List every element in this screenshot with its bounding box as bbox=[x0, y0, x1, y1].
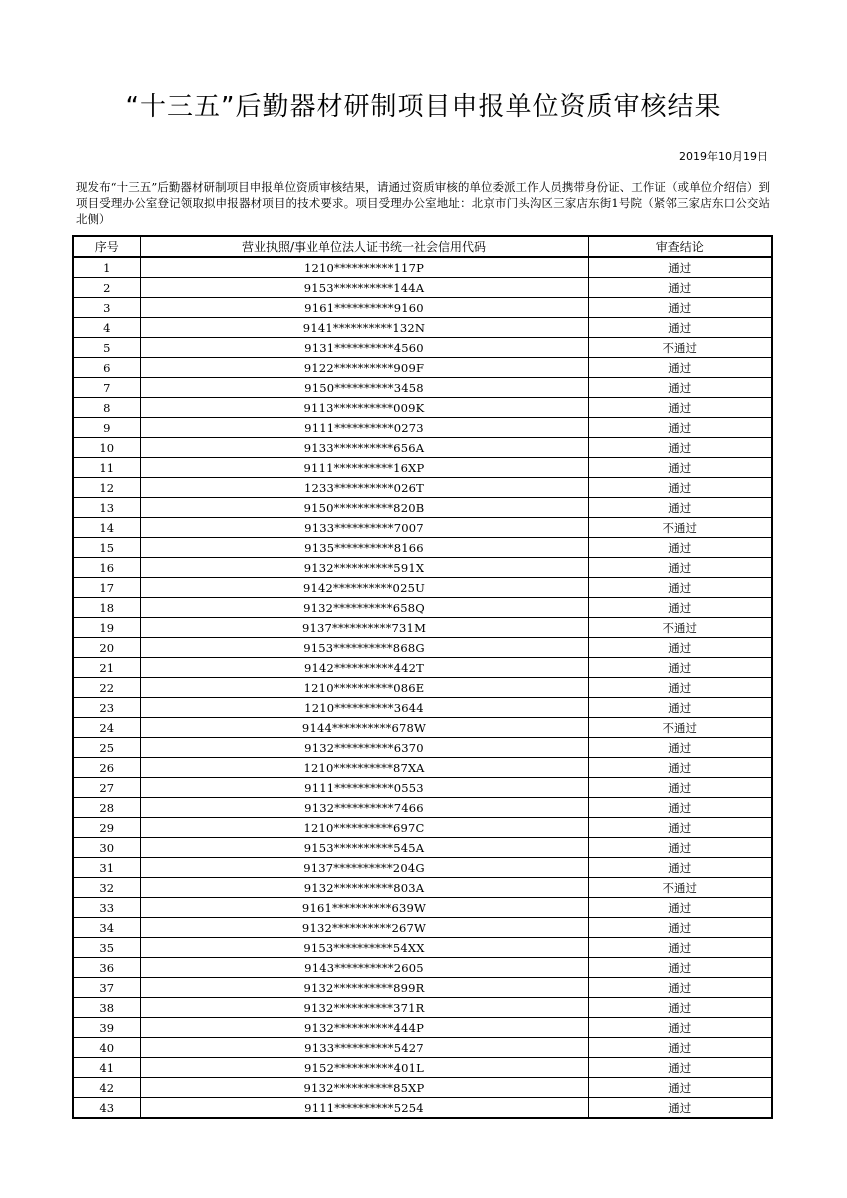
review-result-cell: 不通过 bbox=[588, 618, 772, 638]
review-result-cell: 通过 bbox=[588, 638, 772, 658]
serial-number-cell: 34 bbox=[73, 918, 140, 938]
credit-code-cell: 1210**********086E bbox=[140, 678, 588, 698]
credit-code-cell: 9133**********5427 bbox=[140, 1038, 588, 1058]
serial-number-cell: 35 bbox=[73, 938, 140, 958]
credit-code-cell: 9152**********401L bbox=[140, 1058, 588, 1078]
review-result-cell: 通过 bbox=[588, 918, 772, 938]
table-row bbox=[73, 958, 772, 978]
table-row bbox=[73, 518, 772, 538]
credit-code-cell: 9143**********2605 bbox=[140, 958, 588, 978]
review-result-cell: 不通过 bbox=[588, 718, 772, 738]
credit-code-cell: 9132**********6370 bbox=[140, 738, 588, 758]
table-header-row bbox=[73, 236, 772, 257]
page-title: “十三五”后勤器材研制项目申报单位资质审核结果 bbox=[125, 92, 722, 122]
credit-code-cell: 9111**********5254 bbox=[140, 1098, 588, 1119]
table-row bbox=[73, 338, 772, 358]
serial-number-cell: 32 bbox=[73, 878, 140, 898]
table-row bbox=[73, 278, 772, 298]
review-result-cell: 通过 bbox=[588, 1058, 772, 1078]
review-result-cell: 通过 bbox=[588, 658, 772, 678]
table-row bbox=[73, 578, 772, 598]
credit-code-cell: 9153**********144A bbox=[140, 278, 588, 298]
credit-code-cell: 9133**********7007 bbox=[140, 518, 588, 538]
serial-number-cell: 28 bbox=[73, 798, 140, 818]
review-result-cell: 通过 bbox=[588, 478, 772, 498]
table-row bbox=[73, 538, 772, 558]
table-row bbox=[73, 938, 772, 958]
credit-code-cell: 9132**********658Q bbox=[140, 598, 588, 618]
credit-code-cell: 9137**********204G bbox=[140, 858, 588, 878]
table-row bbox=[73, 698, 772, 718]
review-result-cell: 通过 bbox=[588, 498, 772, 518]
serial-number-cell: 13 bbox=[73, 498, 140, 518]
serial-number-cell: 15 bbox=[73, 538, 140, 558]
serial-number-cell: 41 bbox=[73, 1058, 140, 1078]
serial-number-cell: 29 bbox=[73, 818, 140, 838]
review-result-cell: 通过 bbox=[588, 1098, 772, 1119]
credit-code-cell: 9113**********009K bbox=[140, 398, 588, 418]
credit-code-cell: 9111**********0553 bbox=[140, 778, 588, 798]
table-row bbox=[73, 658, 772, 678]
credit-code-cell: 9132**********899R bbox=[140, 978, 588, 998]
serial-number-cell: 11 bbox=[73, 458, 140, 478]
review-result-cell: 通过 bbox=[588, 278, 772, 298]
table-row bbox=[73, 498, 772, 518]
publish-date: 2019年10月19日 bbox=[679, 150, 768, 163]
review-result-cell: 通过 bbox=[588, 538, 772, 558]
table-row bbox=[73, 418, 772, 438]
table-row bbox=[73, 858, 772, 878]
serial-number-cell: 36 bbox=[73, 958, 140, 978]
credit-code-cell: 9132**********7466 bbox=[140, 798, 588, 818]
credit-code-cell: 9131**********4560 bbox=[140, 338, 588, 358]
table-body bbox=[73, 257, 772, 1118]
credit-code-cell: 9150**********3458 bbox=[140, 378, 588, 398]
review-result-cell: 通过 bbox=[588, 378, 772, 398]
credit-code-cell: 9122**********909F bbox=[140, 358, 588, 378]
serial-number-cell: 22 bbox=[73, 678, 140, 698]
serial-number-cell: 14 bbox=[73, 518, 140, 538]
credit-code-cell: 9133**********656A bbox=[140, 438, 588, 458]
table-row bbox=[73, 678, 772, 698]
table-row bbox=[73, 458, 772, 478]
table-row bbox=[73, 558, 772, 578]
table-row bbox=[73, 318, 772, 338]
review-result-cell: 通过 bbox=[588, 1038, 772, 1058]
credit-code-cell: 9132**********444P bbox=[140, 1018, 588, 1038]
serial-number-cell: 43 bbox=[73, 1098, 140, 1119]
table-row bbox=[73, 1058, 772, 1078]
serial-number-cell: 30 bbox=[73, 838, 140, 858]
credit-code-cell: 9111**********16XP bbox=[140, 458, 588, 478]
serial-number-cell: 2 bbox=[73, 278, 140, 298]
credit-code-cell: 1210**********87XA bbox=[140, 758, 588, 778]
credit-code-cell: 9153**********54XX bbox=[140, 938, 588, 958]
serial-number-cell: 7 bbox=[73, 378, 140, 398]
credit-code-cell: 9150**********820B bbox=[140, 498, 588, 518]
serial-number-cell: 26 bbox=[73, 758, 140, 778]
credit-code-cell: 1210**********3644 bbox=[140, 698, 588, 718]
review-result-cell: 通过 bbox=[588, 1078, 772, 1098]
review-result-cell: 通过 bbox=[588, 598, 772, 618]
credit-code-cell: 1233**********026T bbox=[140, 478, 588, 498]
serial-number-cell: 18 bbox=[73, 598, 140, 618]
table-row bbox=[73, 438, 772, 458]
table-row bbox=[73, 618, 772, 638]
review-result-cell: 通过 bbox=[588, 898, 772, 918]
review-result-cell: 通过 bbox=[588, 558, 772, 578]
serial-number-cell: 1 bbox=[73, 257, 140, 278]
table-row bbox=[73, 1018, 772, 1038]
credit-code-cell: 9111**********0273 bbox=[140, 418, 588, 438]
serial-number-cell: 19 bbox=[73, 618, 140, 638]
table-row bbox=[73, 598, 772, 618]
credit-code-cell: 9142**********025U bbox=[140, 578, 588, 598]
credit-code-cell: 9135**********8166 bbox=[140, 538, 588, 558]
review-result-cell: 通过 bbox=[588, 818, 772, 838]
review-result-cell: 通过 bbox=[588, 358, 772, 378]
serial-number-cell: 6 bbox=[73, 358, 140, 378]
credit-code-cell: 9153**********868G bbox=[140, 638, 588, 658]
serial-number-cell: 17 bbox=[73, 578, 140, 598]
table-row bbox=[73, 918, 772, 938]
review-result-cell: 通过 bbox=[588, 758, 772, 778]
credit-code-cell: 9132**********591X bbox=[140, 558, 588, 578]
serial-number-cell: 5 bbox=[73, 338, 140, 358]
serial-number-cell: 10 bbox=[73, 438, 140, 458]
serial-number-cell: 3 bbox=[73, 298, 140, 318]
serial-number-cell: 24 bbox=[73, 718, 140, 738]
review-result-cell: 通过 bbox=[588, 257, 772, 278]
table-row bbox=[73, 478, 772, 498]
review-result-cell: 通过 bbox=[588, 998, 772, 1018]
table-row bbox=[73, 898, 772, 918]
credit-code-cell: 9132**********371R bbox=[140, 998, 588, 1018]
table-row bbox=[73, 257, 772, 278]
review-result-cell: 通过 bbox=[588, 798, 772, 818]
table-row bbox=[73, 358, 772, 378]
credit-code-cell: 9132**********803A bbox=[140, 878, 588, 898]
notice-paragraph: 现发布“十三五”后勤器材研制项目申报单位资质审核结果，请通过资质审核的单位委派工作人员携带身份证、工作证（或单位介绍信）到项目受理办公室登记领取拟申报器材项目的技术要求。项目受理办公室地址：北京市门头沟区三家店东街1号院（紧邻三家店东口公交站北侧） bbox=[76, 180, 770, 226]
table-row bbox=[73, 998, 772, 1018]
table-row bbox=[73, 398, 772, 418]
serial-number-cell: 31 bbox=[73, 858, 140, 878]
serial-number-cell: 8 bbox=[73, 398, 140, 418]
table-row bbox=[73, 798, 772, 818]
table-row bbox=[73, 378, 772, 398]
review-result-cell: 通过 bbox=[588, 738, 772, 758]
header-review-result: 审查结论 bbox=[588, 236, 772, 257]
credit-code-cell: 9144**********678W bbox=[140, 718, 588, 738]
review-result-cell: 通过 bbox=[588, 958, 772, 978]
serial-number-cell: 42 bbox=[73, 1078, 140, 1098]
review-result-cell: 通过 bbox=[588, 418, 772, 438]
results-table bbox=[72, 235, 773, 1119]
review-result-cell: 通过 bbox=[588, 938, 772, 958]
serial-number-cell: 21 bbox=[73, 658, 140, 678]
review-result-cell: 通过 bbox=[588, 778, 772, 798]
review-result-cell: 通过 bbox=[588, 438, 772, 458]
serial-number-cell: 12 bbox=[73, 478, 140, 498]
serial-number-cell: 33 bbox=[73, 898, 140, 918]
review-result-cell: 通过 bbox=[588, 318, 772, 338]
table-row bbox=[73, 838, 772, 858]
credit-code-cell: 9161**********639W bbox=[140, 898, 588, 918]
review-result-cell: 通过 bbox=[588, 698, 772, 718]
credit-code-cell: 9132**********85XP bbox=[140, 1078, 588, 1098]
table-row bbox=[73, 738, 772, 758]
serial-number-cell: 40 bbox=[73, 1038, 140, 1058]
table-row bbox=[73, 818, 772, 838]
table-row bbox=[73, 718, 772, 738]
credit-code-cell: 1210**********117P bbox=[140, 257, 588, 278]
credit-code-cell: 9153**********545A bbox=[140, 838, 588, 858]
review-result-cell: 通过 bbox=[588, 398, 772, 418]
credit-code-cell: 9137**********731M bbox=[140, 618, 588, 638]
serial-number-cell: 9 bbox=[73, 418, 140, 438]
review-result-cell: 通过 bbox=[588, 838, 772, 858]
table-row bbox=[73, 778, 772, 798]
table-row bbox=[73, 1078, 772, 1098]
serial-number-cell: 16 bbox=[73, 558, 140, 578]
credit-code-cell: 1210**********697C bbox=[140, 818, 588, 838]
review-result-cell: 通过 bbox=[588, 1018, 772, 1038]
credit-code-cell: 9141**********132N bbox=[140, 318, 588, 338]
table-row bbox=[73, 1038, 772, 1058]
review-result-cell: 通过 bbox=[588, 978, 772, 998]
review-result-cell: 通过 bbox=[588, 858, 772, 878]
credit-code-cell: 9132**********267W bbox=[140, 918, 588, 938]
serial-number-cell: 20 bbox=[73, 638, 140, 658]
review-result-cell: 不通过 bbox=[588, 878, 772, 898]
table-row bbox=[73, 638, 772, 658]
table-row bbox=[73, 758, 772, 778]
serial-number-cell: 27 bbox=[73, 778, 140, 798]
table-row bbox=[73, 298, 772, 318]
serial-number-cell: 4 bbox=[73, 318, 140, 338]
credit-code-cell: 9142**********442T bbox=[140, 658, 588, 678]
header-serial-number: 序号 bbox=[73, 236, 140, 257]
review-result-cell: 通过 bbox=[588, 458, 772, 478]
serial-number-cell: 39 bbox=[73, 1018, 140, 1038]
credit-code-cell: 9161**********9160 bbox=[140, 298, 588, 318]
review-result-cell: 不通过 bbox=[588, 518, 772, 538]
table-row bbox=[73, 978, 772, 998]
review-result-cell: 通过 bbox=[588, 678, 772, 698]
table-row bbox=[73, 1098, 772, 1119]
serial-number-cell: 25 bbox=[73, 738, 140, 758]
serial-number-cell: 37 bbox=[73, 978, 140, 998]
review-result-cell: 不通过 bbox=[588, 338, 772, 358]
serial-number-cell: 38 bbox=[73, 998, 140, 1018]
serial-number-cell: 23 bbox=[73, 698, 140, 718]
header-credit-code: 营业执照/事业单位法人证书统一社会信用代码 bbox=[140, 236, 588, 257]
review-result-cell: 通过 bbox=[588, 578, 772, 598]
review-result-cell: 通过 bbox=[588, 298, 772, 318]
table-row bbox=[73, 878, 772, 898]
